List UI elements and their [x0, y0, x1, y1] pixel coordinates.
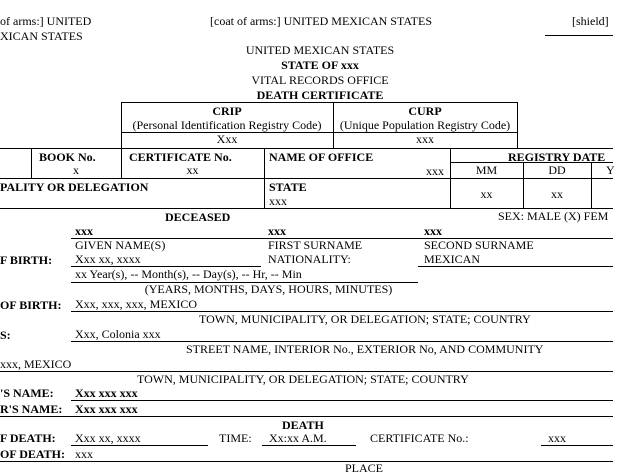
- first-surname-value: xxx: [268, 224, 286, 238]
- curp-label: CURP: [408, 104, 442, 118]
- registry-mid-rule: [0, 178, 613, 179]
- nationality-value: MEXICAN: [424, 252, 480, 266]
- registry-yy-label: Y: [606, 163, 615, 177]
- father-name-label: 'S NAME:: [0, 386, 54, 400]
- header-left-line1: of arms:] UNITED: [0, 14, 92, 28]
- mother-name-rule: [0, 416, 613, 417]
- father-name-rule: [71, 400, 613, 401]
- given-name-label: GIVEN NAME(S): [75, 238, 166, 252]
- certificate-value: xx: [186, 163, 199, 177]
- place-of-birth-caption: TOWN, MUNICIPALITY, OR DELEGATION; STATE; COUNTRY: [199, 312, 531, 326]
- death-certificate-rule: [541, 445, 613, 446]
- father-name-value: Xxx xxx xxx: [75, 386, 138, 400]
- deceased-sex: SEX: MALE (X) FEM: [498, 209, 609, 223]
- crip-label: CRIP: [212, 104, 242, 118]
- registry-dd-label: DD: [548, 163, 566, 177]
- crip-value-rule: [121, 132, 518, 133]
- municipality-label: PALITY OR DELEGATION: [0, 180, 149, 194]
- book-value: x: [73, 163, 79, 177]
- certificate-label: CERTIFICATE No.: [129, 150, 232, 164]
- crip-value: Xxx: [216, 132, 238, 146]
- title-state: STATE OF xxx: [281, 58, 359, 72]
- state-value: xxx: [269, 194, 287, 208]
- header-right-text: [shield]: [572, 14, 609, 28]
- mother-name-label: R'S NAME:: [0, 402, 63, 416]
- date-of-birth-value: Xxx xx, xxxx: [75, 252, 141, 266]
- registry-mm-label: MM: [475, 163, 498, 177]
- address-town-value: xxx, MEXICO: [0, 357, 72, 371]
- nationality-rule: [418, 266, 613, 267]
- office-label: NAME OF OFFICE: [269, 150, 374, 164]
- nationality-label: NATIONALITY:: [268, 252, 351, 266]
- date-of-birth-label: F BIRTH:: [0, 253, 53, 267]
- registry-dd-value: xx: [551, 187, 563, 201]
- title-certificate: DEATH CERTIFICATE: [256, 88, 384, 102]
- crip-description: (Personal Identification Registry Code): [132, 118, 322, 132]
- registry-date-label: REGISTRY DATE: [508, 150, 606, 164]
- deceased-heading: DECEASED: [165, 210, 231, 224]
- place-of-birth-label: OF BIRTH:: [0, 298, 62, 312]
- place-of-death-caption: PLACE: [345, 461, 384, 475]
- crip-box-top: [121, 102, 518, 103]
- book-label: BOOK No.: [39, 150, 96, 164]
- mother-name-value: Xxx xxx xxx: [75, 402, 138, 416]
- place-of-death-value: xxx: [75, 447, 93, 461]
- address-label: S:: [0, 328, 11, 342]
- curp-description: (Unique Population Registry Code): [339, 118, 511, 132]
- address-value: Xxx, Colonia xxx: [75, 327, 161, 341]
- header-center-text: [coat of arms:] UNITED MEXICAN STATES: [210, 14, 432, 28]
- title-line1: UNITED MEXICAN STATES: [245, 43, 395, 57]
- first-surname-label: FIRST SURNAME: [268, 238, 363, 252]
- curp-value: xxx: [416, 132, 434, 146]
- place-of-death-label: OF DEATH:: [0, 447, 65, 461]
- header-left-line2: XICAN STATES: [0, 29, 83, 43]
- death-certificate-label: CERTIFICATE No.:: [370, 431, 469, 445]
- date-of-death-rule: [71, 445, 208, 446]
- registry-col-dd-yy: [591, 163, 592, 208]
- title-office: VITAL RECORDS OFFICE: [251, 73, 389, 87]
- death-certificate-value: xxx: [548, 431, 566, 445]
- age-value: xx Year(s), -- Month(s), -- Day(s), -- Hr, -- Min: [75, 267, 302, 281]
- time-value: Xx:xx A.M.: [269, 431, 327, 445]
- given-name-value: xxx: [75, 224, 93, 238]
- time-label: TIME:: [219, 431, 252, 445]
- place-of-death-rule: [0, 461, 613, 462]
- second-surname-label: SECOND SURNAME: [424, 238, 534, 252]
- address-town-caption: TOWN, MUNICIPALITY, OR DELEGATION; STATE; COUNTRY: [137, 372, 469, 386]
- office-value: xxx: [426, 164, 444, 178]
- registry-mm-value: xx: [480, 187, 493, 201]
- time-rule: [262, 445, 356, 446]
- state-label: STATE: [269, 180, 307, 194]
- date-of-death-value: Xxx xx, xxxx: [75, 431, 141, 445]
- second-surname-value: xxx: [424, 224, 442, 238]
- place-of-birth-value: Xxx, xxx, xxx, MEXICO: [75, 297, 197, 311]
- address-caption: STREET NAME, INTERIOR No., EXTERIOR No, AND COMMUNITY: [186, 342, 544, 356]
- date-of-death-label: F DEATH:: [0, 431, 56, 445]
- age-caption: (YEARS, MONTHS, DAYS, HOURS, MINUTES): [144, 282, 393, 296]
- header-rule: [545, 35, 613, 36]
- registry-top-rule: [0, 148, 613, 149]
- crip-box-right: [517, 102, 518, 148]
- death-heading: DEATH: [282, 418, 324, 432]
